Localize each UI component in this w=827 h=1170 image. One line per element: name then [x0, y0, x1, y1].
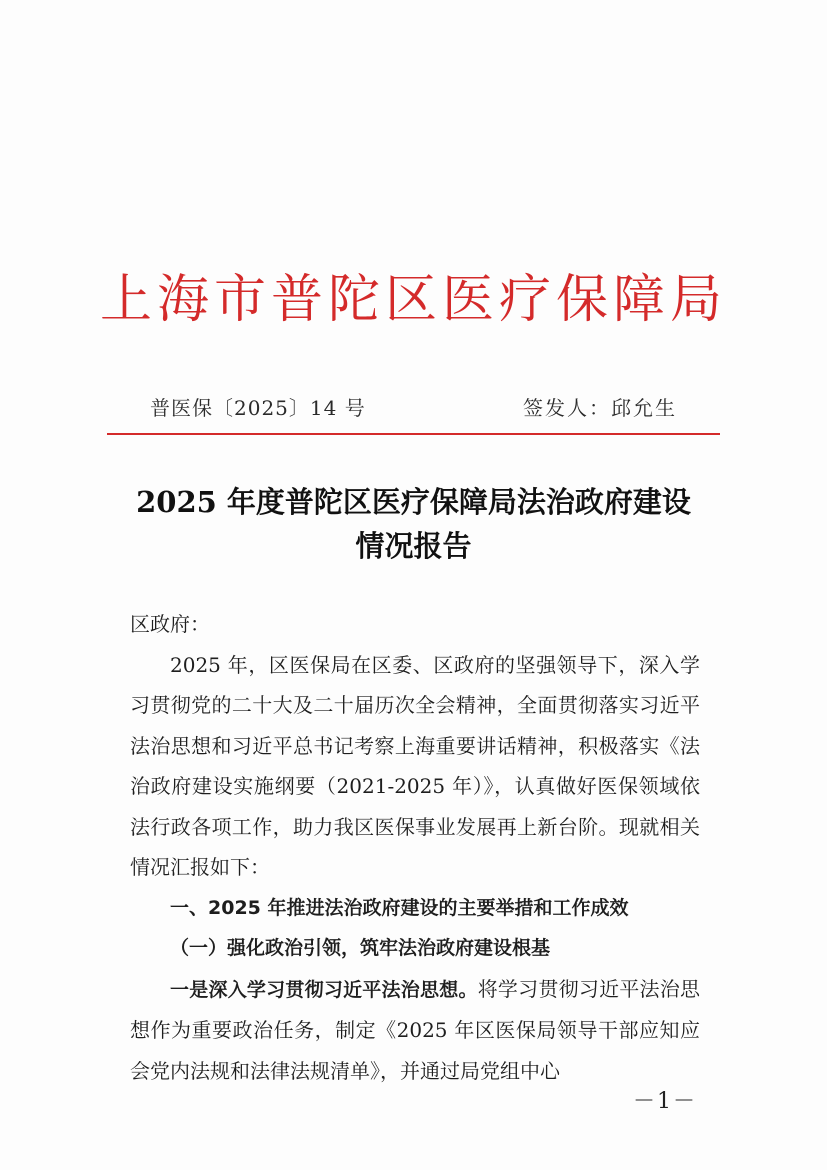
subsection-heading: （一）强化政治引领，筑牢法治政府建设根基: [170, 937, 551, 959]
red-separator-line: [107, 433, 720, 435]
document-title-line-1: 2025 年度普陀区医疗保障局法治政府建设: [136, 485, 691, 519]
paragraph-1: [130, 969, 700, 1092]
document-title: [90, 480, 737, 568]
document-number: 普医保〔2025〕14 号: [150, 396, 366, 420]
document-body: [130, 604, 700, 1091]
signer: 签发人：邱允生: [523, 396, 677, 420]
section-heading: 一、2025 年推进法治政府建设的主要举措和工作成效: [170, 896, 629, 919]
document-title-line-2: 情况报告: [355, 529, 472, 563]
salutation: 区政府：: [130, 612, 210, 636]
paragraph-body: 将学习贯彻习近平法治思想作为重要政治任务，制定《2025 年区医保局领导干部应知应会党内法规和法律法规清单》，并通过局党组中心: [130, 976, 700, 1083]
intro-paragraph: 2025 年，区医保局在区委、区政府的坚强领导下，深入学习贯彻党的二十大及二十届历次全会精神，全面贯彻落实习近平法治思想和习近平总书记考察上海重要讲话精神，积极落实《法治政府建设实施纲要（2021-2025 年）》，认真做好医保领域依法行政各项工作，助力我区医保事业发展再上新台阶。现就相关情况汇报如下：: [130, 652, 700, 879]
page-number: －1－: [633, 1089, 697, 1114]
paragraph-lead: 一是深入学习贯彻习近平法治思想。: [170, 978, 478, 1001]
issuing-organization-header: 上海市普陀区医疗保障局: [99, 270, 727, 330]
